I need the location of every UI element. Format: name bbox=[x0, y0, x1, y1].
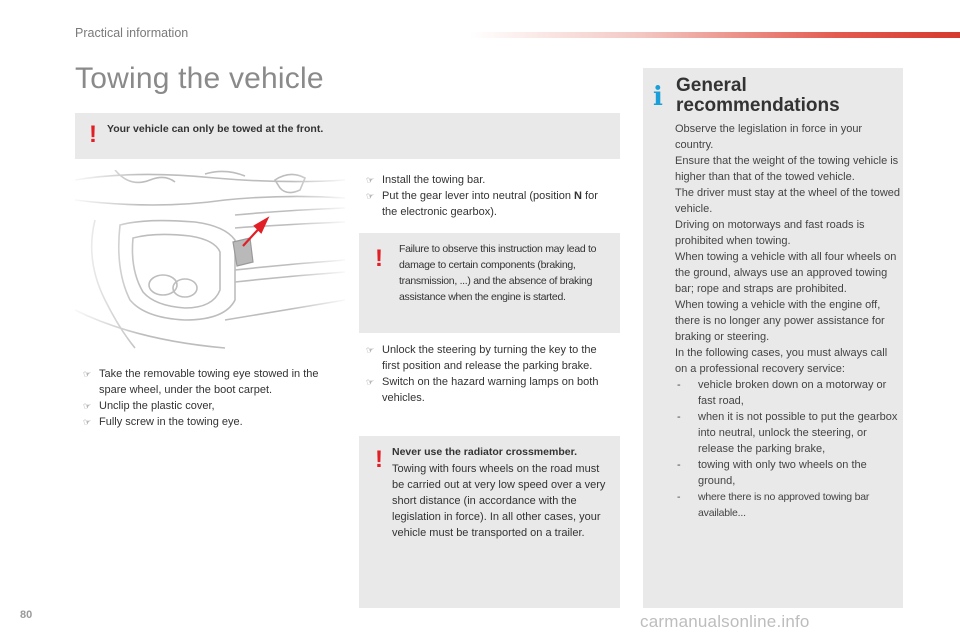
general-recommendations-body bbox=[675, 121, 900, 521]
steering-steps bbox=[366, 342, 616, 406]
paragraph: Observe the legislation in force in your country. bbox=[675, 123, 863, 151]
info-icon: i bbox=[653, 82, 663, 112]
paragraph: When towing a vehicle with all four wheels on the ground, always use an approved towing bar; rope and straps are prohibited. bbox=[675, 251, 897, 295]
exclamation-icon: ! bbox=[89, 121, 97, 148]
list-item: ☞ Unlock the steering by turning the key to the first position and release the parking brake. bbox=[366, 344, 597, 372]
radiator-warning-heading: Never use the radiator crossmember. bbox=[392, 446, 578, 458]
front-tow-warning-text: Your vehicle can only be towed at the front. bbox=[107, 123, 324, 135]
towing-bar-steps bbox=[366, 172, 616, 220]
list-item: - vehicle broken down on a motorway or fast road, bbox=[677, 379, 887, 407]
exclamation-icon: ! bbox=[375, 245, 383, 272]
list-item: - when it is not possible to put the gearbox into neutral, unlock the steering, or release the parking brake, bbox=[677, 411, 898, 455]
towing-eye-steps bbox=[83, 366, 333, 430]
exclamation-icon: ! bbox=[375, 446, 383, 473]
arrow-bullet-icon: ☞ bbox=[83, 417, 92, 427]
arrow-bullet-icon: ☞ bbox=[366, 377, 375, 387]
front-tow-warning bbox=[75, 113, 620, 159]
arrow-bullet-icon: ☞ bbox=[83, 401, 92, 411]
list-item: ☞ Fully screw in the towing eye. bbox=[83, 416, 243, 428]
list-item: ☞ Switch on the hazard warning lamps on both vehicles. bbox=[366, 376, 599, 404]
paragraph: The driver must stay at the wheel of the towed vehicle. bbox=[675, 187, 901, 215]
arrow-bullet-icon: ☞ bbox=[366, 345, 375, 355]
paragraph: Ensure that the weight of the towing vehicle is higher than that of the towed vehicle. bbox=[675, 155, 899, 183]
failure-warning bbox=[359, 233, 620, 333]
page-title: Towing the vehicle bbox=[75, 62, 324, 95]
list-item: ☞ Put the gear lever into neutral (position N for the electronic gearbox). bbox=[366, 190, 598, 218]
page-number: 80 bbox=[20, 609, 33, 621]
list-item: - towing with only two wheels on the ground, bbox=[677, 459, 867, 487]
header-gradient-bar bbox=[470, 32, 960, 38]
arrow-bullet-icon: ☞ bbox=[366, 191, 375, 201]
bumper-illustration bbox=[75, 170, 345, 350]
bumper-drawing bbox=[75, 170, 345, 350]
arrow-bullet-icon: ☞ bbox=[83, 369, 92, 379]
gear-position-n: N bbox=[574, 190, 582, 202]
paragraph: Driving on motorways and fast roads is prohibited when towing. bbox=[675, 219, 865, 247]
general-recommendations-title: General recommendations bbox=[676, 75, 840, 116]
radiator-warning bbox=[359, 436, 620, 608]
paragraph: In the following cases, you must always call on a professional recovery service: bbox=[675, 347, 888, 375]
arrow-bullet-icon: ☞ bbox=[366, 175, 375, 185]
paragraph: When towing a vehicle with the engine off, there is no longer any power assistance for braking or steering. bbox=[675, 299, 885, 343]
failure-warning-text: Failure to observe this instruction may lead to damage to certain components (braking, transmission, ...) and the absence of braking assistance when the engine is started. bbox=[399, 243, 597, 303]
radiator-warning-text: Towing with fours wheels on the road must be carried out at very low speed over a very short distance (in accordance with the legislation in force). In all other cases, your vehicle must be transported on a trailer. bbox=[392, 463, 606, 539]
section-label: Practical information bbox=[75, 26, 189, 40]
list-item: ☞ Unclip the plastic cover, bbox=[83, 400, 215, 412]
list-item: - where there is no approved towing bar available... bbox=[677, 491, 870, 519]
watermark: carmanualsonline.info bbox=[640, 612, 810, 631]
list-item: ☞ Install the towing bar. bbox=[366, 174, 486, 186]
list-item: ☞ Take the removable towing eye stowed in the spare wheel, under the boot carpet. bbox=[83, 368, 319, 396]
